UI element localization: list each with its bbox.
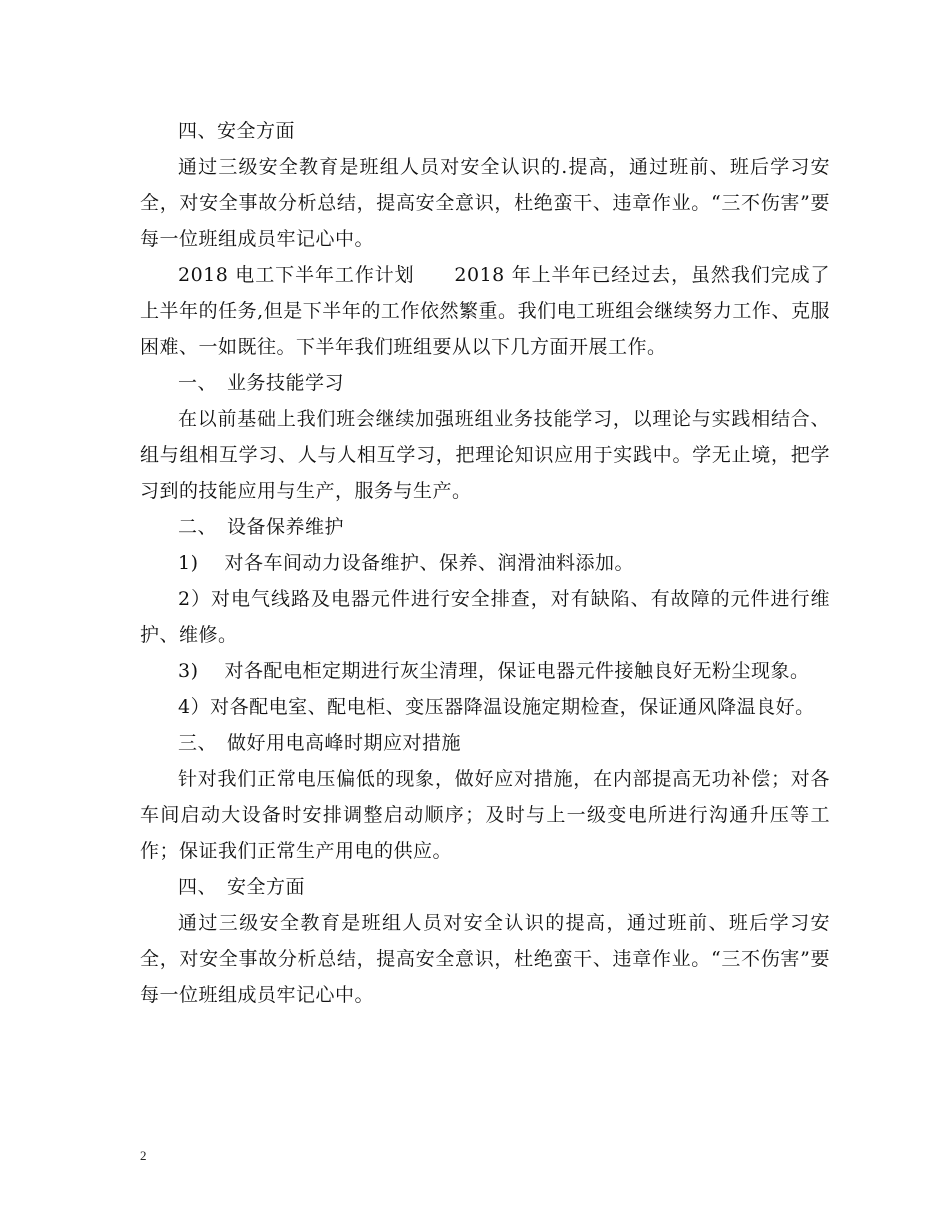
heading-skill-learning: 一、 业务技能学习	[178, 372, 345, 394]
paragraph-peak-measures: 针对我们正常电压偏低的现象，做好应对措施，在内部提高无功补偿；对各车间启动大设备时安排调整启动顺序；及时与上一级变电所进行沟通升压等工作；保证我们正常生产用电的供应。	[140, 768, 830, 862]
paragraph-safety-education-2: 通过三级安全教育是班组人员对安全认识的提高，通过班前、班后学习安全，对安全事故分析总结，提高安全意识，杜绝蛮干、违章作业。“三不伤害”要每一位班组成员牢记心中。	[140, 912, 830, 1006]
heading-safety-2: 四、 安全方面	[178, 876, 306, 898]
document-body	[140, 113, 830, 1013]
paragraph-skill-learning: 在以前基础上我们班会继续加强班组业务技能学习，以理论与实践相结合、组与组相互学习、人与人相互学习，把理论知识应用于实践中。学无止境，把学习到的技能应用与生产，服务与生产。	[140, 408, 830, 502]
paragraph-safety-education: 通过三级安全教育是班组人员对安全认识的.提高，通过班前、班后学习安全，对安全事故分析总结，提高安全意识，杜绝蛮干、违章作业。“三不伤害”要每一位班组成员牢记心中。	[140, 156, 830, 250]
heading-safety: 四、安全方面	[178, 120, 296, 142]
list-item-maintenance-2: 2）对电气线路及电器元件进行安全排查，对有缺陷、有故障的元件进行维护、维修。	[140, 588, 830, 646]
list-item-maintenance-1: 1) 对各车间动力设备维护、保养、润滑油料添加。	[178, 552, 635, 574]
list-item-maintenance-4: 4）对各配电室、配电柜、变压器降温设施定期检查，保证通风降温良好。	[178, 696, 815, 718]
list-item-maintenance-3: 3) 对各配电柜定期进行灰尘清理，保证电器元件接触良好无粉尘现象。	[178, 660, 810, 682]
page-number: 2	[140, 1148, 147, 1163]
heading-peak-measures: 三、 做好用电高峰时期应对措施	[178, 732, 462, 754]
heading-equipment-maintenance: 二、 设备保养维护	[178, 516, 345, 538]
paragraph-work-plan-intro: 2018 电工下半年工作计划 2018 年上半年已经过去，虽然我们完成了上半年的任务,但是下半年的工作依然繁重。我们电工班组会继续努力工作、克服困难、一如既往。下半年我们班组要从以下几方面开展工作。	[140, 264, 830, 358]
